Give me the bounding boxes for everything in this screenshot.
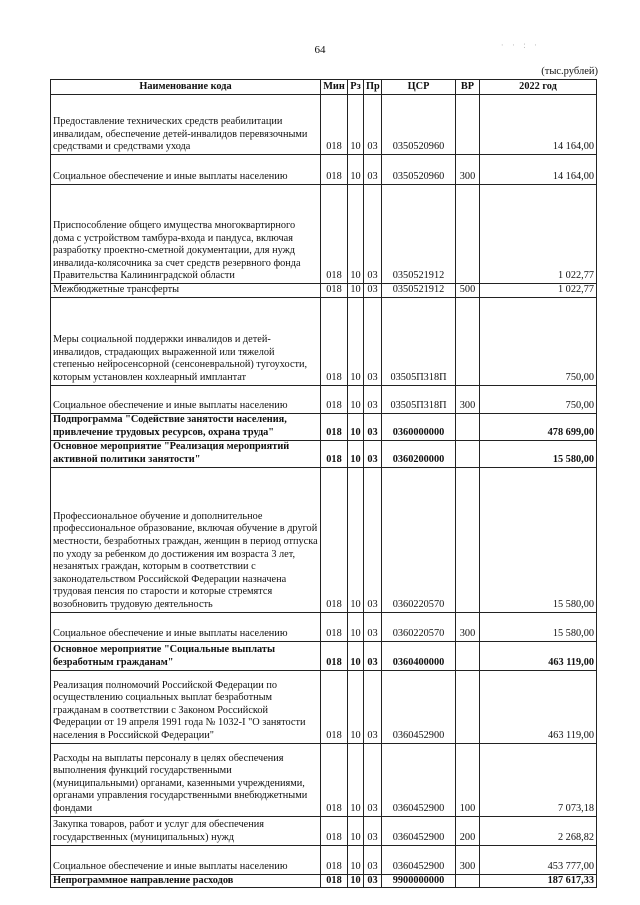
cell-rz: 10	[348, 641, 364, 670]
cell-csr: 0350520960	[382, 95, 456, 155]
cell-amount: 1 022,77	[480, 185, 597, 284]
cell-min: 018	[321, 874, 348, 888]
cell-amount: 15 580,00	[480, 440, 597, 467]
cell-pr: 03	[364, 413, 382, 440]
table-row	[51, 670, 597, 743]
cell-name: Социальное обеспечение и иные выплаты населению	[51, 155, 321, 185]
cell-rz: 10	[348, 670, 364, 743]
cell-vr	[456, 185, 480, 284]
table-row	[51, 874, 597, 888]
cell-pr: 03	[364, 743, 382, 816]
cell-csr: 0360452900	[382, 845, 456, 874]
cell-amount: 7 073,18	[480, 743, 597, 816]
cell-rz: 10	[348, 95, 364, 155]
cell-rz: 10	[348, 467, 364, 612]
cell-amount: 750,00	[480, 297, 597, 385]
cell-rz: 10	[348, 743, 364, 816]
header-min: Мин	[321, 80, 348, 95]
cell-min: 018	[321, 641, 348, 670]
cell-name: Основное мероприятие "Социальные выплаты безработным гражданам"	[51, 641, 321, 670]
cell-min: 018	[321, 284, 348, 298]
cell-pr: 03	[364, 185, 382, 284]
cell-name: Меры социальной поддержки инвалидов и детей-инвалидов, страдающих выраженной или тяжелой степенью нейросенсорной (сенсоневральной) тугоухости, которым установлен кохлеарный имплантат	[51, 297, 321, 385]
cell-vr	[456, 413, 480, 440]
cell-pr: 03	[364, 467, 382, 612]
cell-vr: 100	[456, 743, 480, 816]
cell-amount: 14 164,00	[480, 155, 597, 185]
cell-vr	[456, 95, 480, 155]
cell-pr: 03	[364, 385, 382, 413]
cell-rz: 10	[348, 385, 364, 413]
cell-pr: 03	[364, 816, 382, 845]
cell-vr	[456, 670, 480, 743]
cell-min: 018	[321, 413, 348, 440]
cell-amount: 453 777,00	[480, 845, 597, 874]
scan-noise: · · : ·	[500, 40, 540, 50]
cell-amount: 15 580,00	[480, 612, 597, 641]
header-pr: Пр	[364, 80, 382, 95]
cell-csr: 0360452900	[382, 670, 456, 743]
cell-amount: 478 699,00	[480, 413, 597, 440]
table-row	[51, 284, 597, 298]
table-row	[51, 641, 597, 670]
cell-rz: 10	[348, 612, 364, 641]
cell-amount: 14 164,00	[480, 95, 597, 155]
cell-amount: 2 268,82	[480, 816, 597, 845]
cell-csr: 0350521912	[382, 185, 456, 284]
cell-pr: 03	[364, 670, 382, 743]
cell-min: 018	[321, 743, 348, 816]
cell-csr: 03505П318П	[382, 385, 456, 413]
header-year: 2022 год	[480, 80, 597, 95]
cell-vr: 300	[456, 155, 480, 185]
table-header-row	[51, 80, 597, 95]
cell-name: Основное мероприятие "Реализация мероприятий активной политики занятости"	[51, 440, 321, 467]
cell-min: 018	[321, 467, 348, 612]
cell-name: Социальное обеспечение и иные выплаты населению	[51, 385, 321, 413]
cell-csr: 0350521912	[382, 284, 456, 298]
cell-csr: 9900000000	[382, 874, 456, 888]
cell-amount: 463 119,00	[480, 670, 597, 743]
cell-csr: 03505П318П	[382, 297, 456, 385]
cell-vr: 300	[456, 385, 480, 413]
cell-rz: 10	[348, 297, 364, 385]
table-row	[51, 95, 597, 155]
budget-table	[50, 79, 597, 888]
cell-min: 018	[321, 845, 348, 874]
cell-min: 018	[321, 95, 348, 155]
cell-name: Реализация полномочий Российской Федерации по осуществлению социальных выплат безработным гражданам в соответствии с Законом Российской Федерации от 19 апреля 1991 года № 1032-I "О занятости населения в Российской Федерации"	[51, 670, 321, 743]
cell-csr: 0360220570	[382, 612, 456, 641]
table-row	[51, 816, 597, 845]
table-row	[51, 845, 597, 874]
cell-name: Социальное обеспечение и иные выплаты населению	[51, 845, 321, 874]
cell-rz: 10	[348, 816, 364, 845]
table-row	[51, 297, 597, 385]
cell-vr	[456, 440, 480, 467]
cell-vr: 300	[456, 845, 480, 874]
cell-min: 018	[321, 185, 348, 284]
table-row	[51, 385, 597, 413]
cell-csr: 0350520960	[382, 155, 456, 185]
cell-min: 018	[321, 385, 348, 413]
cell-csr: 0360452900	[382, 816, 456, 845]
cell-rz: 10	[348, 413, 364, 440]
cell-pr: 03	[364, 845, 382, 874]
cell-min: 018	[321, 297, 348, 385]
cell-min: 018	[321, 816, 348, 845]
cell-vr: 500	[456, 284, 480, 298]
cell-rz: 10	[348, 874, 364, 888]
cell-rz: 10	[348, 440, 364, 467]
cell-pr: 03	[364, 95, 382, 155]
cell-csr: 0360200000	[382, 440, 456, 467]
cell-name: Межбюджетные трансферты	[51, 284, 321, 298]
cell-rz: 10	[348, 185, 364, 284]
cell-rz: 10	[348, 284, 364, 298]
cell-csr: 0360452900	[382, 743, 456, 816]
table-row	[51, 612, 597, 641]
table-row	[51, 467, 597, 612]
cell-vr	[456, 874, 480, 888]
cell-name: Профессиональное обучение и дополнительное профессиональное образование, включая обучение в другой местности, безработных граждан, женщин в период отпуска по уходу за ребенком до достижения им возраста 3 лет, незанятых граждан, которым в соответствии с законодательством Российской Федерации назначена трудовая пенсия по старости и которые стремятся возобновить трудовую деятельность	[51, 467, 321, 612]
cell-name: Непрограммное направление расходов	[51, 874, 321, 888]
cell-name: Приспособление общего имущества многоквартирного дома с устройством тамбура-входа и пандуса, включая разработку проектно-сметной документации, для нужд инвалида-колясочника за счет средств резервного фонда Правительства Калининградской области	[51, 185, 321, 284]
cell-min: 018	[321, 440, 348, 467]
units-label: (тыс.рублей)	[541, 66, 598, 77]
cell-pr: 03	[364, 297, 382, 385]
cell-pr: 03	[364, 155, 382, 185]
table-row	[51, 155, 597, 185]
header-rz: Рз	[348, 80, 364, 95]
cell-pr: 03	[364, 641, 382, 670]
table-body	[51, 95, 597, 888]
cell-pr: 03	[364, 284, 382, 298]
cell-amount: 463 119,00	[480, 641, 597, 670]
cell-amount: 187 617,33	[480, 874, 597, 888]
cell-pr: 03	[364, 612, 382, 641]
header-name: Наименование кода	[51, 80, 321, 95]
cell-vr	[456, 467, 480, 612]
cell-csr: 0360220570	[382, 467, 456, 612]
cell-name: Подпрограмма "Содействие занятости населения, привлечение трудовых ресурсов, охрана труда"	[51, 413, 321, 440]
cell-name: Предоставление технических средств реабилитации инвалидам, обеспечение детей-инвалидов перевязочными средствами и средствами ухода	[51, 95, 321, 155]
cell-min: 018	[321, 670, 348, 743]
cell-pr: 03	[364, 874, 382, 888]
cell-min: 018	[321, 612, 348, 641]
table-row	[51, 185, 597, 284]
cell-vr	[456, 297, 480, 385]
header-vr: ВР	[456, 80, 480, 95]
cell-amount: 1 022,77	[480, 284, 597, 298]
cell-rz: 10	[348, 155, 364, 185]
cell-csr: 0360400000	[382, 641, 456, 670]
page-number: 64	[314, 44, 326, 56]
cell-name: Расходы на выплаты персоналу в целях обеспечения выполнения функций государственными (муниципальными) органами, казенными учреждениями, органами управления государственными внебюджетными фондами	[51, 743, 321, 816]
cell-vr: 300	[456, 612, 480, 641]
cell-min: 018	[321, 155, 348, 185]
cell-csr: 0360000000	[382, 413, 456, 440]
cell-rz: 10	[348, 845, 364, 874]
cell-vr	[456, 641, 480, 670]
header-csr: ЦСР	[382, 80, 456, 95]
cell-name: Социальное обеспечение и иные выплаты населению	[51, 612, 321, 641]
cell-amount: 15 580,00	[480, 467, 597, 612]
cell-name: Закупка товаров, работ и услуг для обеспечения государственных (муниципальных) нужд	[51, 816, 321, 845]
cell-amount: 750,00	[480, 385, 597, 413]
cell-pr: 03	[364, 440, 382, 467]
table-row	[51, 440, 597, 467]
table-row	[51, 413, 597, 440]
cell-vr: 200	[456, 816, 480, 845]
table-row	[51, 743, 597, 816]
